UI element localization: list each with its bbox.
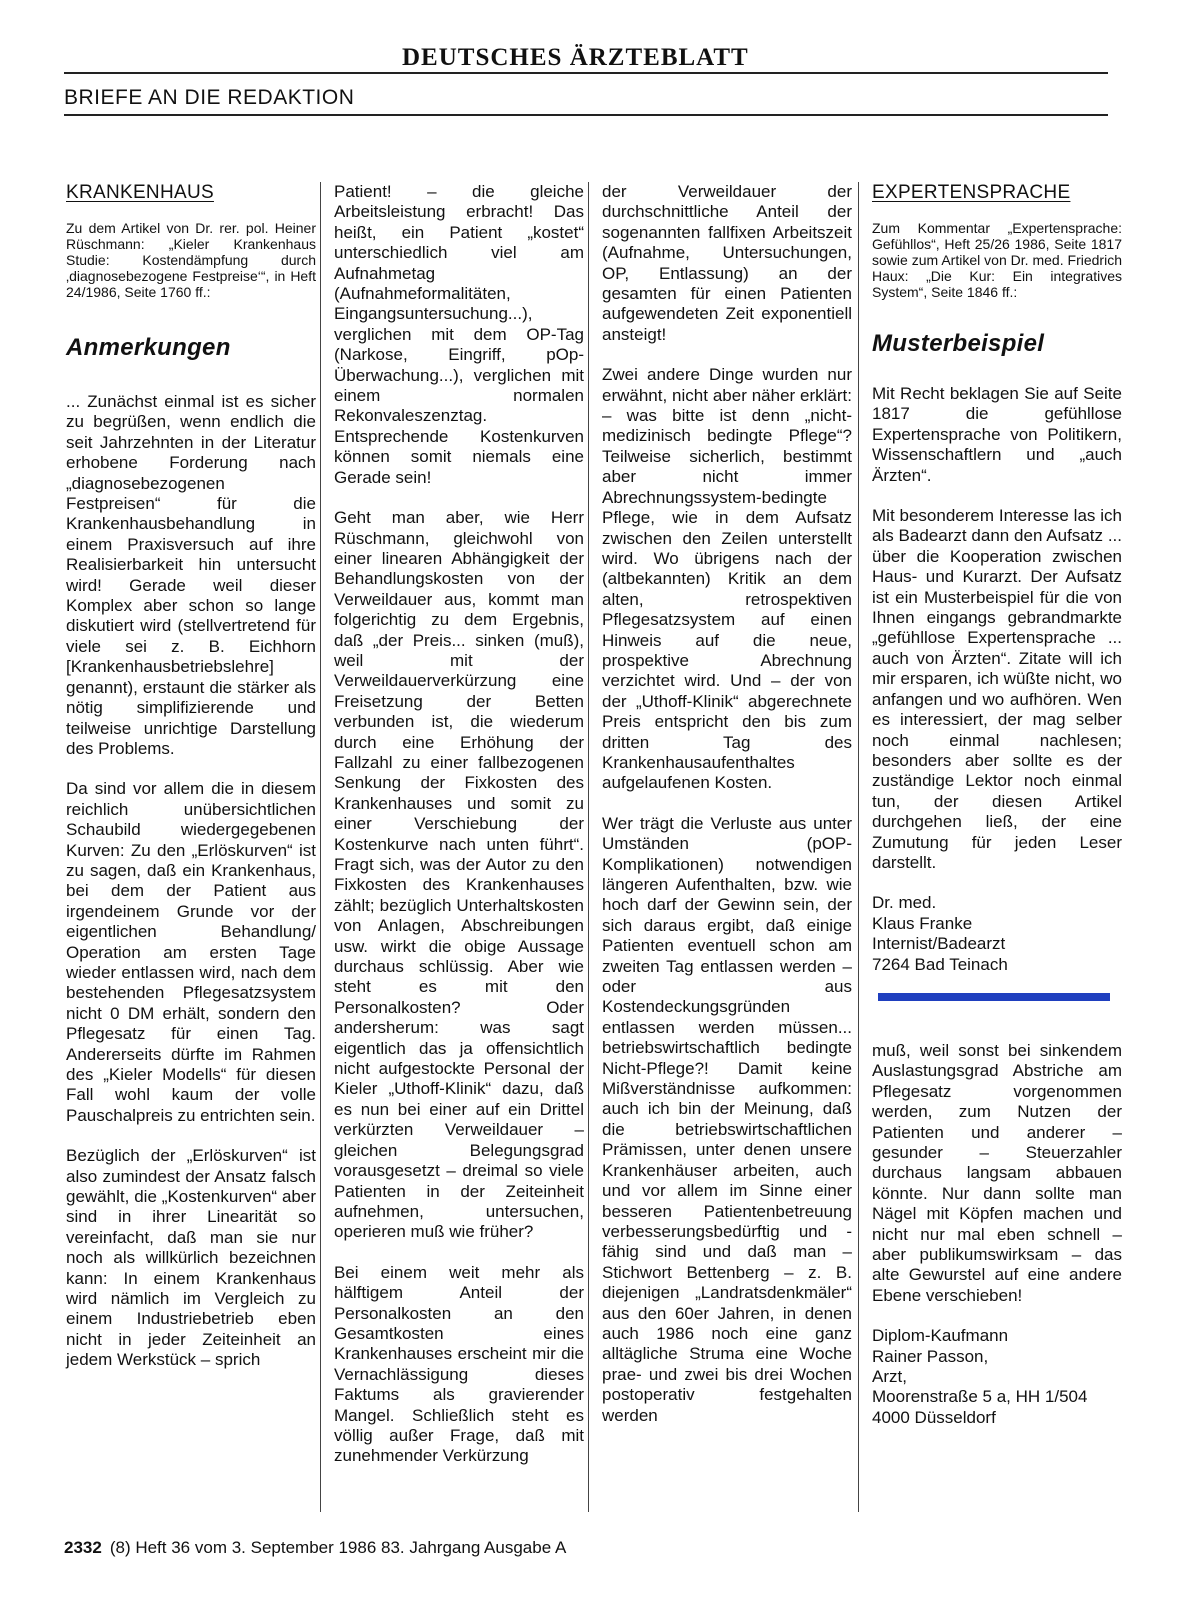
- body-paragraph: Mit Recht beklagen Sie auf Seite 1817 die gefühllose Expertensprache von Politikern, Wissenschaftlern und „auch Ärzten“.: [872, 384, 1122, 485]
- page-number: 2332: [64, 1538, 102, 1557]
- signature-line: Dr. med.: [872, 893, 937, 913]
- signature-line: Klaus Franke: [872, 913, 973, 933]
- author-signature: [872, 893, 1122, 975]
- body-paragraph: Bezüglich der „Erlöskurven“ ist also zumindest der Ansatz falsch gewählt, die „Kostenkurven“ aber sind in ihrer Linearität so vereinfacht, daß man sie nur noch als willkürlich bezeichnen kann: In einem Krankenhaus wird nämlich im Vergleich zu einem Industriebetrieb eben nicht in jeder Zeiteinheit an jedem Werkstück – sprich: [66, 1146, 316, 1370]
- body-paragraph: Wer trägt die Verluste aus unter Umständen (pOP-Komplikationen) notwendigen längeren Aufenthalten, bzw. wie hoch darf der Gewinn sein, der sich daraus ergibt, daß einige Patienten eventuell schon am zweiten Tag entlassen werden – oder aus Kostendeckungsgründen entlassen werden müssen... betriebswirtschaftlich bedingte Nicht-Pflege?! Damit keine Mißverständnisse aufkommen: auch ich bin der Meinung, daß die betriebswirtschaftlichen Prämissen, unter denen unsere Krankenhäuser arbeiten, auch und vor allem im Sinne einer besseren Patientenbetreuung verbesserungsbedürftig und -fähig sind und daß man – Stichwort Bettenberg – z. B. diejenigen „Landratsdenkmäler“ aus den 60er Jahren, in denen auch 1986 noch eine ganz alltägliche Struma eine Woche prae- und zwei bis drei Wochen postoperativ festgehalten werden: [602, 813, 852, 1425]
- issue-info: (8) Heft 36 vom 3. September 1986 83. Jahrgang Ausgabe A: [109, 1538, 567, 1557]
- column-3: [602, 182, 852, 1446]
- signature-line: 4000 Düsseldorf: [872, 1407, 996, 1427]
- letter-intro: Zum Kommentar „Expertensprache: Gefühllos“, Heft 25/26 1986, Seite 1817 sowie zum Artikel von Dr. med. Friedrich Haux: „Die Kur: Ein integratives System“, Seite 1846 ff.:: [872, 220, 1122, 300]
- column-1: [66, 182, 316, 1391]
- letter-topic: EXPERTENSPRACHE: [872, 182, 1071, 203]
- masthead-title: DEUTSCHES ÄRZTEBLATT: [402, 44, 749, 71]
- letter-headline: Anmerkungen: [66, 334, 231, 361]
- letter-intro: Zu dem Artikel von Dr. rer. pol. Heiner Rüschmann: „Kieler Krankenhaus Studie: Kostendämpfung durch ‚diagnosebezogene Festpreise‘“, in Heft 24/1986, Seite 1760 ff.:: [66, 220, 316, 300]
- signature-line: 7264 Bad Teinach: [872, 954, 1008, 974]
- letter-headline: Musterbeispiel: [872, 330, 1045, 357]
- section-title: BRIEFE AN DIE REDAKTION: [64, 86, 355, 109]
- body-paragraph: Da sind vor allem die in diesem reichlich unübersichtlichen Schaubild wiedergegebenen Kurven: Zu den „Erlöskurven“ ist zu sagen, daß ein Krankenhaus, bei dem der Patient aus irgendeinem Grunde vor der eigentlichen Behandlung/ Operation am ersten Tage wieder entlassen wird, nach dem bestehenden Pflegesatzsystem nicht 0 DM erhält, sondern den Pflegesatz für einen Tag. Andererseits dürfte im Rahmen des „Kieler Modells“ für diesen Fall wohl kaum der volle Pauschalpreis zu entrichten sein.: [66, 779, 316, 1125]
- signature-line: Internist/Badearzt: [872, 934, 1006, 954]
- signature-line: Rainer Passon,: [872, 1346, 989, 1366]
- column-separator: [588, 182, 589, 1512]
- masthead-rule: [64, 72, 1108, 74]
- divider-bar: [878, 993, 1110, 1001]
- body-paragraph: der Verweildauer der durchschnittliche Anteil der sogenannten fallfixen Arbeitszeit (Aufnahme, Untersuchungen, OP, Entlassung) an der gesamten für einen Patienten aufgewendeten Zeit exponentiell ansteigt!: [602, 182, 852, 344]
- body-paragraph: Geht man aber, wie Herr Rüschmann, gleichwohl von einer linearen Abhängigkeit der Behandlungskosten von der Verweildauer aus, kommt man folgerichtig zu dem Ergebnis, daß „der Preis... sinken (muß), weil mit der Verweildauerverkürzung eine Freisetzung der Betten verbunden ist, die wiederum durch eine Erhöhung der Fallzahl zu einer fallbezogenen Senkung der Fixkosten des Krankenhauses und somit zu einer Verschiebung der Kostenkurve nach unten führt“. Fragt sich, was der Autor zu den Fixkosten des Krankenhauses zählt; bezüglich Unterhaltskosten von Anlagen, Abschreibungen usw. wirkt die obige Aussage durchaus schlüssig. Aber wie steht es mit den Personalkosten? Oder andersherum: was sagt eigentlich das ja offensichtlich nicht aufgestockte Personal der Kieler „Uthoff-Klinik“ dazu, daß es nun bei einer auf ein Drittel verkürzten Verweildauer – gleichen Belegungsgrad vorausgesetzt – dreimal so viele Patienten in der Zeiteinheit aufnehmen, untersuchen, operieren muß wie früher?: [334, 508, 584, 1242]
- author-signature: [872, 1326, 1122, 1428]
- page-footer: [64, 1538, 566, 1558]
- column-2: [334, 182, 584, 1487]
- body-paragraph: ... Zunächst einmal ist es sicher zu begrüßen, wenn endlich die seit Jahrzehnten in der Literatur erhobene Forderung nach „diagnosebezogenen Festpreisen“ für die Krankenhausbehandlung in einem Praxisversuch auf ihre Realisierbarkeit hin untersucht wird! Gerade weil dieser Komplex aber schon so lange diskutiert wird (stellvertretend für viele sei z. B. Eichhorn [Krankenhausbetriebslehre] genannt), erstaunt die stärker als nötig simplifizierende und teilweise unrichtige Darstellung des Problems.: [66, 392, 316, 758]
- body-paragraph: Patient! – die gleiche Arbeitsleistung erbracht! Das heißt, ein Patient „kostet“ unterschiedlich viel am Aufnahmetag (Aufnahmeformalitäten, Eingangsuntersuchung...), verglichen mit dem OP-Tag (Narkose, Eingriff, pOp-Überwachung...), verglichen mit einem normalen Rekonvaleszenztag. Entsprechende Kostenkurven können somit niemals eine Gerade sein!: [334, 182, 584, 487]
- body-paragraph: Bei einem weit mehr als hälftigem Anteil der Personalkosten an den Gesamtkosten eines Krankenhauses erscheint mir die Vernachlässigung dieses Faktums als gravierender Mangel. Schließlich steht es völlig außer Frage, daß mit zunehmender Verkürzung: [334, 1262, 584, 1466]
- body-paragraph: Zwei andere Dinge wurden nur erwähnt, nicht aber näher erklärt: – was bitte ist denn „nicht-medizinisch bedingte Pflege“? Teilweise sicherlich, bestimmt aber nicht immer Abrechnungssystem-bedingte Pflege, wie in dem Aufsatz zwischen den Zeilen unterstellt wird. Wo übrigens nach der (altbekannten) Kritik an dem alten, retrospektiven Pflegesatzsystem auf einen Hinweis auf die neue, prospektive Abrechnung verzichtet wird. Und – der von der „Uthoff-Klinik“ abgerechnete Preis entspricht den bis zum dritten Tag des Krankenhausaufenthaltes aufgelaufenen Kosten.: [602, 365, 852, 793]
- body-paragraph: Mit besonderem Interesse las ich als Badearzt dann den Aufsatz ... über die Kooperation zwischen Haus- und Kurarzt. Der Aufsatz ist ein Musterbeispiel für die von Ihnen eingangs gebrandmarkte „gefühllose Expertensprache ... auch von Ärzten“. Zitate will ich mir ersparen, ich wüßte nicht, wo anfangen und wo aufhören. Wen es interessiert, der mag selber noch einmal nachlesen; besonders aber sollte es der zuständige Lektor noch einmal tun, der diesen Artikel durchgehen ließ, der eine Zumutung für jeden Leser darstellt.: [872, 506, 1122, 872]
- body-paragraph: muß, weil sonst bei sinkendem Auslastungsgrad Abstriche am Pflegesatz vorgenommen werden, zum Nutzen der Patienten und anderer – gesunder – Steuerzahler durchaus langsam abbauen könnte. Nur dann sollte man Nägel mit Köpfen machen und nicht nur mal eben schnell – aber publikumswirksam – das alte Gewurstel auf eine andere Ebene verschieben!: [872, 1040, 1122, 1305]
- column-separator: [858, 182, 859, 1512]
- signature-line: Diplom-Kaufmann: [872, 1326, 1009, 1346]
- column-separator: [320, 182, 321, 1512]
- signature-line: Moorenstraße 5 a, HH 1/504: [872, 1387, 1088, 1407]
- section-rule: [64, 114, 1108, 116]
- letter-topic: KRANKENHAUS: [66, 182, 214, 203]
- signature-line: Arzt,: [872, 1367, 907, 1387]
- column-4: [872, 182, 1122, 1446]
